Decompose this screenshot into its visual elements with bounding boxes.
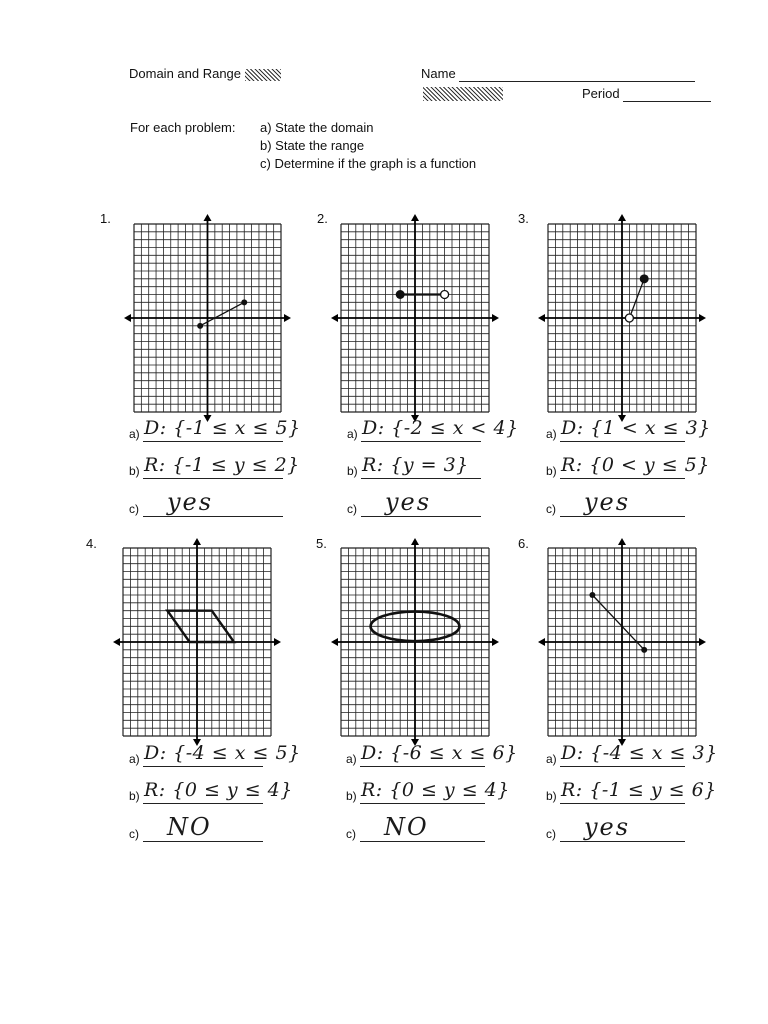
answer-line xyxy=(361,478,481,479)
answer-line xyxy=(143,766,263,767)
name-scribble xyxy=(423,87,503,101)
problem-number: 1. xyxy=(100,211,111,226)
problem-number: 4. xyxy=(86,536,97,551)
answer-label-c: c) xyxy=(129,502,139,516)
answer-label-b: b) xyxy=(347,464,358,478)
problem-number: 6. xyxy=(518,536,529,551)
answer-label-c: c) xyxy=(347,502,357,516)
answer-line xyxy=(361,516,481,517)
name-scribble-row xyxy=(423,86,503,101)
period-line xyxy=(623,86,711,102)
answer-line xyxy=(361,441,481,442)
answer-function: NO xyxy=(167,813,212,841)
answer-label-a: a) xyxy=(347,427,358,441)
answer-domain: D: {-4 ≤ x ≤ 3} xyxy=(561,742,718,764)
answer-line xyxy=(143,516,283,517)
answer-label-c: c) xyxy=(546,502,556,516)
answer-line xyxy=(560,766,685,767)
answer-label-a: a) xyxy=(546,427,557,441)
answer-line xyxy=(360,766,485,767)
instructions-lead: For each problem: xyxy=(130,120,236,135)
answer-function: yes xyxy=(584,488,631,516)
answer-label-c: c) xyxy=(129,827,139,841)
coordinate-grid xyxy=(536,212,708,424)
coordinate-grid xyxy=(536,536,708,748)
answer-line xyxy=(143,841,263,842)
answer-label-c: c) xyxy=(346,827,356,841)
answer-range: R: {-1 ≤ y ≤ 2} xyxy=(144,454,300,476)
answer-domain: D: {-1 ≤ x ≤ 5} xyxy=(144,417,301,439)
answer-line xyxy=(560,478,685,479)
instruction-c: c) Determine if the graph is a function xyxy=(260,156,477,171)
coordinate-grid xyxy=(122,212,293,424)
title-scribble xyxy=(245,69,281,81)
name-line xyxy=(459,66,695,82)
answer-function: yes xyxy=(584,813,631,841)
answer-line xyxy=(360,841,485,842)
coordinate-grid xyxy=(329,536,501,748)
instruction-b: b) State the range xyxy=(260,138,365,153)
answer-line xyxy=(143,478,283,479)
problem-number: 3. xyxy=(518,211,529,226)
answer-range: R: {0 < y ≤ 5} xyxy=(561,454,710,476)
answer-label-b: b) xyxy=(546,464,557,478)
answer-range: R: {0 ≤ y ≤ 4} xyxy=(361,779,510,801)
title-text: Domain and Range xyxy=(129,66,242,81)
problem-number: 5. xyxy=(316,536,327,551)
worksheet-title xyxy=(129,66,281,81)
answer-function: yes xyxy=(385,488,432,516)
answer-line xyxy=(143,803,263,804)
coordinate-grid xyxy=(329,212,501,424)
answer-function: NO xyxy=(384,813,429,841)
period-field xyxy=(582,86,711,102)
answer-domain: D: {-2 ≤ x < 4} xyxy=(362,417,519,439)
answer-label-b: b) xyxy=(129,789,140,803)
name-label: Name xyxy=(421,66,456,81)
instruction-a: a) State the domain xyxy=(260,120,374,135)
answer-label-a: a) xyxy=(346,752,357,766)
answer-line xyxy=(560,803,685,804)
problem-number: 2. xyxy=(317,211,328,226)
answer-function: yes xyxy=(167,488,214,516)
period-label: Period xyxy=(582,86,620,101)
answer-label-c: c) xyxy=(546,827,556,841)
answer-label-a: a) xyxy=(546,752,557,766)
answer-label-b: b) xyxy=(346,789,357,803)
answer-label-a: a) xyxy=(129,752,140,766)
name-field xyxy=(421,66,695,82)
answer-line xyxy=(143,441,283,442)
answer-label-a: a) xyxy=(129,427,140,441)
answer-range: R: {-1 ≤ y ≤ 6} xyxy=(561,779,717,801)
answer-line xyxy=(560,516,685,517)
answer-label-b: b) xyxy=(129,464,140,478)
answer-domain: D: {1 < x ≤ 3} xyxy=(561,417,711,439)
answer-line xyxy=(560,841,685,842)
answer-domain: D: {-6 ≤ x ≤ 6} xyxy=(361,742,518,764)
answer-label-b: b) xyxy=(546,789,557,803)
answer-range: R: {0 ≤ y ≤ 4} xyxy=(144,779,293,801)
answer-line xyxy=(560,441,685,442)
answer-line xyxy=(360,803,485,804)
coordinate-grid xyxy=(111,536,283,748)
answer-range: R: {y = 3} xyxy=(362,454,469,476)
answer-domain: D: {-4 ≤ x ≤ 5} xyxy=(144,742,301,764)
